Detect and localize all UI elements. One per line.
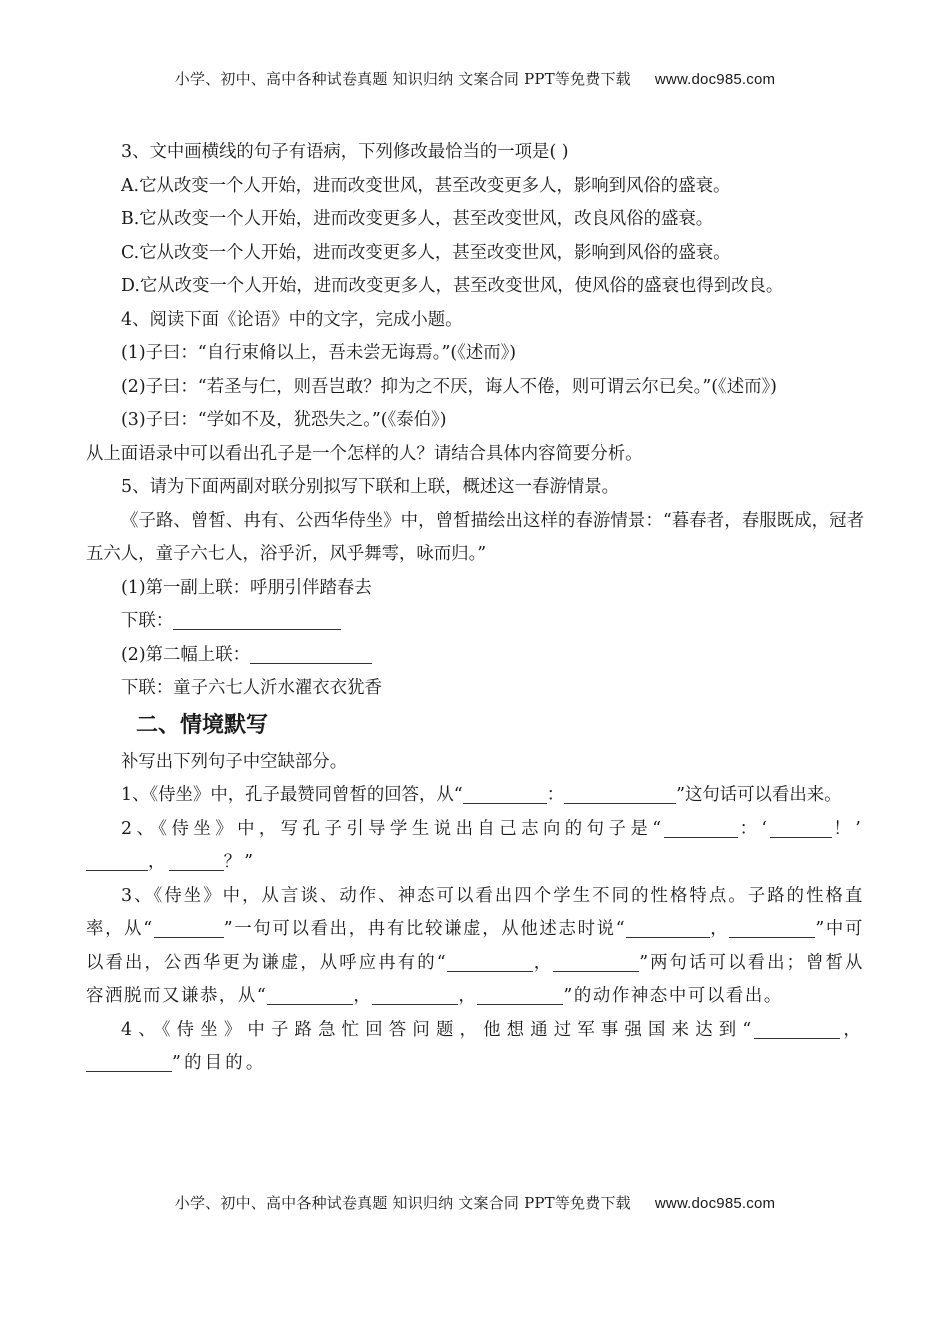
answer-blank[interactable] xyxy=(729,917,815,938)
answer-blank[interactable] xyxy=(477,984,563,1005)
answer-blank[interactable] xyxy=(86,1051,172,1072)
s2-question-2 xyxy=(86,813,864,880)
s4-text-a: 4、《侍坐》中子路急忙回答问题，他想通过军事强国来达到“ xyxy=(121,1019,755,1040)
answer-blank[interactable] xyxy=(553,951,639,972)
q5-couplet1-lower-label: 下联： xyxy=(121,611,174,631)
s2-question-3 xyxy=(86,880,864,1014)
answer-blank[interactable] xyxy=(173,609,341,630)
q3-option-b: B.它从改变一个人开始，进而改变更多人，甚至改变世风，改良风俗的盛衰。 xyxy=(121,209,714,229)
q5-couplet1-upper: (1)第一副上联：呼朋引伴踏春去 xyxy=(121,577,372,598)
s2-comma: ， xyxy=(148,852,169,872)
page-header xyxy=(0,68,950,89)
q5-couplet1-lower xyxy=(86,605,864,639)
s3-text-g: ， xyxy=(353,986,373,1006)
answer-blank[interactable] xyxy=(250,643,372,664)
section2-intro: 补写出下列句子中空缺部分。 xyxy=(121,751,348,772)
s3-text-f: ”两句话可以看出；曾皙从容洒脱而又谦恭，从“ xyxy=(86,952,864,1006)
answer-blank[interactable] xyxy=(463,783,547,804)
q3-stem: 3、文中画横线的句子有语病，下列修改最恰当的一项是( ) xyxy=(121,142,569,162)
s3-text-b: ”一句可以看出，冉有比较谦虚，从他述志时说“ xyxy=(223,919,627,939)
s4-comma: ， xyxy=(840,1019,865,1040)
footer-text: 小学、初中、高中各种试卷真题 知识归纳 文案合同 PPT等免费下载 xyxy=(174,1194,631,1212)
s1-text-a: 1、《侍坐》中，孔子最赞同曾皙的回答，从“ xyxy=(121,785,463,805)
q3-option-d: D.它从改变一个人开始，进而改变更多人，甚至改变世风，使风俗的盛衰也得到改良。 xyxy=(121,276,784,296)
s2-text-a: 2、《侍坐》中，写孔子引导学生说出自己志向的句子是“ xyxy=(121,818,665,839)
s3-text-a: 3、《侍坐》中，从言谈、动作、神态可以看出四个学生不同的性格特点。子路的性格直率，从“ xyxy=(86,885,864,939)
s4-text-c: ”的目的。 xyxy=(172,1053,267,1073)
answer-blank[interactable] xyxy=(626,917,710,938)
q4-task: 从上面语录中可以看出孔子是一个怎样的人？请结合具体内容简要分析。 xyxy=(86,443,643,464)
s1-text-b: ”这句话可以看出来。 xyxy=(676,785,842,805)
s2-question-4 xyxy=(86,1014,864,1081)
answer-blank[interactable] xyxy=(754,1018,840,1039)
answer-blank[interactable] xyxy=(564,783,676,804)
q4-item-2: (2)子曰：“若圣与仁，则吾岂敢？抑为之不厌，诲人不倦，则可谓云尔已矣。”(《述而》) xyxy=(121,376,777,397)
q5-couplet2-lower: 下联：童子六七人沂水濯衣衣犹香 xyxy=(121,678,382,698)
s3-text-i: ”的动作神态中可以看出。 xyxy=(563,986,783,1006)
answer-blank[interactable] xyxy=(372,984,458,1005)
answer-blank[interactable] xyxy=(169,850,224,871)
answer-blank[interactable] xyxy=(447,951,533,972)
header-url[interactable]: www.doc985.com xyxy=(654,71,776,88)
s3-text-e: ， xyxy=(533,952,554,973)
q3-option-c: C.它从改变一个人开始，进而改变更多人，甚至改变世风，影响到风俗的盛衰。 xyxy=(121,242,731,263)
section2-heading: 二、情境默写 xyxy=(136,712,269,738)
answer-blank[interactable] xyxy=(664,817,738,838)
document-body xyxy=(86,136,864,1081)
footer-url[interactable]: www.doc985.com xyxy=(654,1195,776,1212)
q4-stem: 4、阅读下面《论语》中的文字，完成小题。 xyxy=(121,309,463,330)
q5-passage: 《子路、曾皙、冉有、公西华侍坐》中，曾皙描绘出这样的春游情景：“暮春者，春服既成，冠者五六人，童子六七人，浴乎沂，风乎舞雩，咏而归。” xyxy=(86,510,864,564)
answer-blank[interactable] xyxy=(267,984,353,1005)
answer-blank[interactable] xyxy=(770,817,832,838)
page-footer xyxy=(0,1192,950,1213)
q4-item-3: (3)子曰：“学如不及，犹恐失之。”(《泰伯》) xyxy=(121,410,447,430)
q5-couplet2-upper-label: (2)第二幅上联： xyxy=(121,644,250,665)
answer-blank[interactable] xyxy=(154,917,224,938)
s2-quote-open: ‘ xyxy=(761,818,771,839)
s2-colon: ： xyxy=(738,818,762,839)
s2-question-1 xyxy=(86,779,864,813)
answer-blank[interactable] xyxy=(86,850,148,871)
s3-text-c: ， xyxy=(710,919,730,939)
header-text: 小学、初中、高中各种试卷真题 知识归纳 文案合同 PPT等免费下载 xyxy=(174,70,631,88)
s3-text-d: ”中可以看出，公西华更为谦虚，从呼应冉有的“ xyxy=(86,919,864,973)
s2-end: ？” xyxy=(223,852,257,872)
q5-stem: 5、请为下面两副对联分别拟写下联和上联，概述这一春游情景。 xyxy=(121,477,620,497)
s2-exclaim: ！’ xyxy=(832,818,864,839)
s1-colon: ： xyxy=(546,785,565,805)
q3-option-a: A.它从改变一个人开始，进而改变世风，甚至改变更多人，影响到风俗的盛衰。 xyxy=(121,175,731,196)
q4-item-1: (1)子曰：“自行束脩以上，吾未尝无诲焉。”(《述而》) xyxy=(121,343,517,363)
s3-text-h: ， xyxy=(458,986,478,1006)
q5-couplet2-upper xyxy=(86,639,864,673)
